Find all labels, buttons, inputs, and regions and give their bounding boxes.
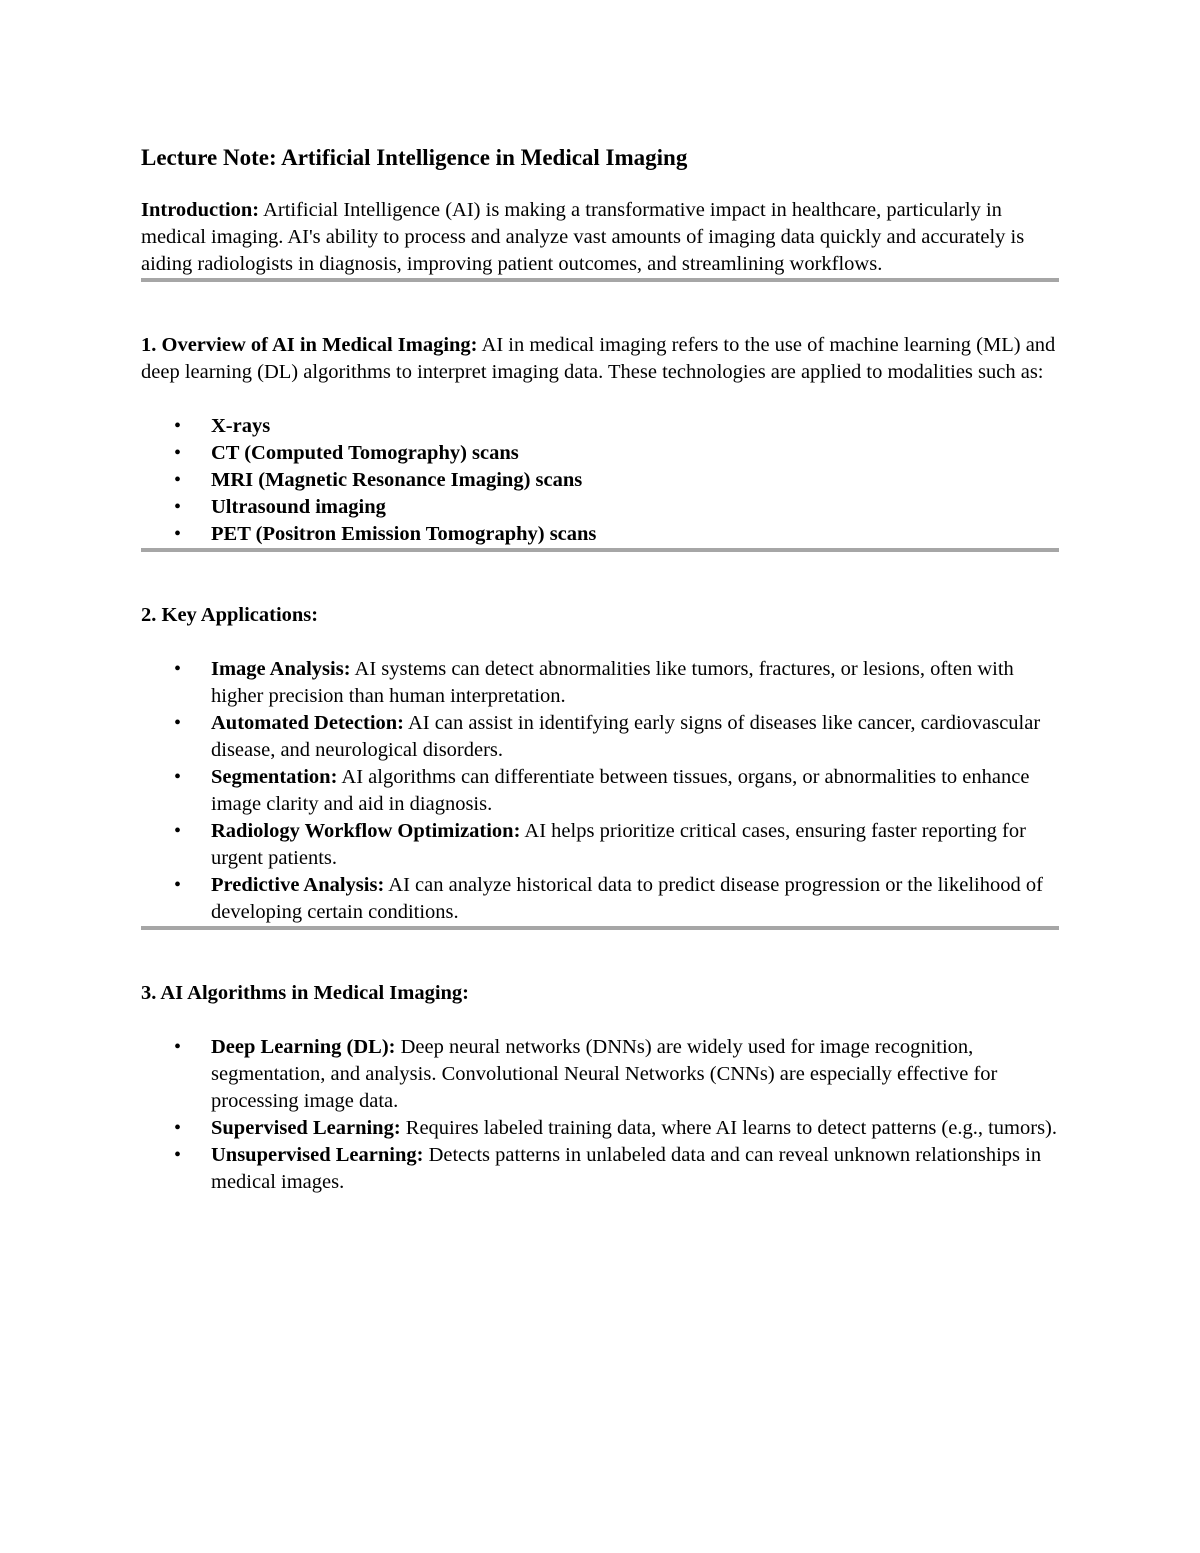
list-item <box>141 1034 1059 1115</box>
section-divider <box>141 548 1059 552</box>
section-divider <box>141 278 1059 282</box>
bullet-icon: • <box>174 442 182 464</box>
list-item-label: CT (Computed Tomography) scans <box>211 442 519 464</box>
list-item-label: Image Analysis: <box>211 658 351 680</box>
bullet-icon: • <box>174 415 182 437</box>
bullet-icon: • <box>174 1144 182 1166</box>
document-body <box>141 141 1059 1196</box>
list-item <box>141 656 1059 710</box>
section-1-heading: 1. Overview of AI in Medical Imaging: <box>141 334 478 356</box>
list-item-label: Ultrasound imaging <box>211 496 386 518</box>
bullet-icon: • <box>174 766 182 788</box>
page-title: Lecture Note: Artificial Intelligence in Medical Imaging <box>141 145 688 170</box>
list-item-text: AI can analyze historical data to predict disease progression or the likelihood of developing certain conditions. <box>211 874 1043 923</box>
section-1-list <box>141 413 1059 548</box>
list-item-label: MRI (Magnetic Resonance Imaging) scans <box>211 469 583 491</box>
list-item-label: Unsupervised Learning: <box>211 1144 424 1166</box>
list-item-label: PET (Positron Emission Tomography) scans <box>211 523 597 545</box>
list-item <box>141 413 1059 440</box>
bullet-icon: • <box>174 1036 182 1058</box>
section-1-text: AI in medical imaging refers to the use of machine learning (ML) and deep learning (DL) algorithms to interpret imaging data. These technologies are applied to modalities such as: <box>141 334 1056 383</box>
intro-paragraph <box>141 197 1059 278</box>
list-item <box>141 1142 1059 1196</box>
section-2-heading-paragraph <box>141 602 1059 629</box>
list-item <box>141 521 1059 548</box>
list-item-text: AI helps prioritize critical cases, ensuring faster reporting for urgent patients. <box>211 820 1026 869</box>
list-item-label: Radiology Workflow Optimization: <box>211 820 521 842</box>
section-3-heading: 3. AI Algorithms in Medical Imaging: <box>141 982 470 1004</box>
list-item-text: Detects patterns in unlabeled data and can reveal unknown relationships in medical images. <box>211 1144 1042 1193</box>
list-item-text: AI algorithms can differentiate between tissues, organs, or abnormalities to enhance image clarity and aid in diagnosis. <box>211 766 1030 815</box>
list-item-label: X-rays <box>211 415 271 437</box>
bullet-icon: • <box>174 496 182 518</box>
list-item-text: AI systems can detect abnormalities like tumors, fractures, or lesions, often with higher precision than human interpretation. <box>211 658 1014 707</box>
section-1-heading-paragraph <box>141 332 1059 386</box>
list-item <box>141 440 1059 467</box>
list-item <box>141 1115 1059 1142</box>
section-divider <box>141 926 1059 930</box>
list-item-label: Segmentation: <box>211 766 338 788</box>
list-item-label: Automated Detection: <box>211 712 404 734</box>
section-3-heading-paragraph <box>141 980 1059 1007</box>
list-item-text: Requires labeled training data, where AI learns to detect patterns (e.g., tumors). <box>400 1117 1057 1139</box>
bullet-icon: • <box>174 712 182 734</box>
intro-text: Artificial Intelligence (AI) is making a transformative impact in healthcare, particularly in medical imaging. AI's ability to process and analyze vast amounts of imaging data quickly and accurately is aiding radiologists in diagnosis, improving patient outcomes, and streamlining workflows. <box>141 199 1025 275</box>
list-item <box>141 494 1059 521</box>
bullet-icon: • <box>174 874 182 896</box>
bullet-icon: • <box>174 820 182 842</box>
list-item <box>141 467 1059 494</box>
list-item-label: Predictive Analysis: <box>211 874 385 896</box>
section-3-list <box>141 1034 1059 1196</box>
list-item <box>141 872 1059 926</box>
list-item-label: Deep Learning (DL): <box>211 1036 396 1058</box>
list-item-text: Deep neural networks (DNNs) are widely used for image recognition, segmentation, and analysis. Convolutional Neural Networks (CNNs) are especially effective for processing image data. <box>211 1036 998 1112</box>
list-item <box>141 818 1059 872</box>
bullet-icon: • <box>174 658 182 680</box>
list-item <box>141 764 1059 818</box>
section-2-list <box>141 656 1059 926</box>
bullet-icon: • <box>174 469 182 491</box>
list-item-text: AI can assist in identifying early signs of diseases like cancer, cardiovascular disease, and neurological disorders. <box>211 712 1041 761</box>
list-item-label: Supervised Learning: <box>211 1117 401 1139</box>
bullet-icon: • <box>174 1117 182 1139</box>
list-item <box>141 710 1059 764</box>
bullet-icon: • <box>174 523 182 545</box>
intro-label: Introduction: <box>141 199 260 221</box>
section-2-heading: 2. Key Applications: <box>141 604 319 626</box>
